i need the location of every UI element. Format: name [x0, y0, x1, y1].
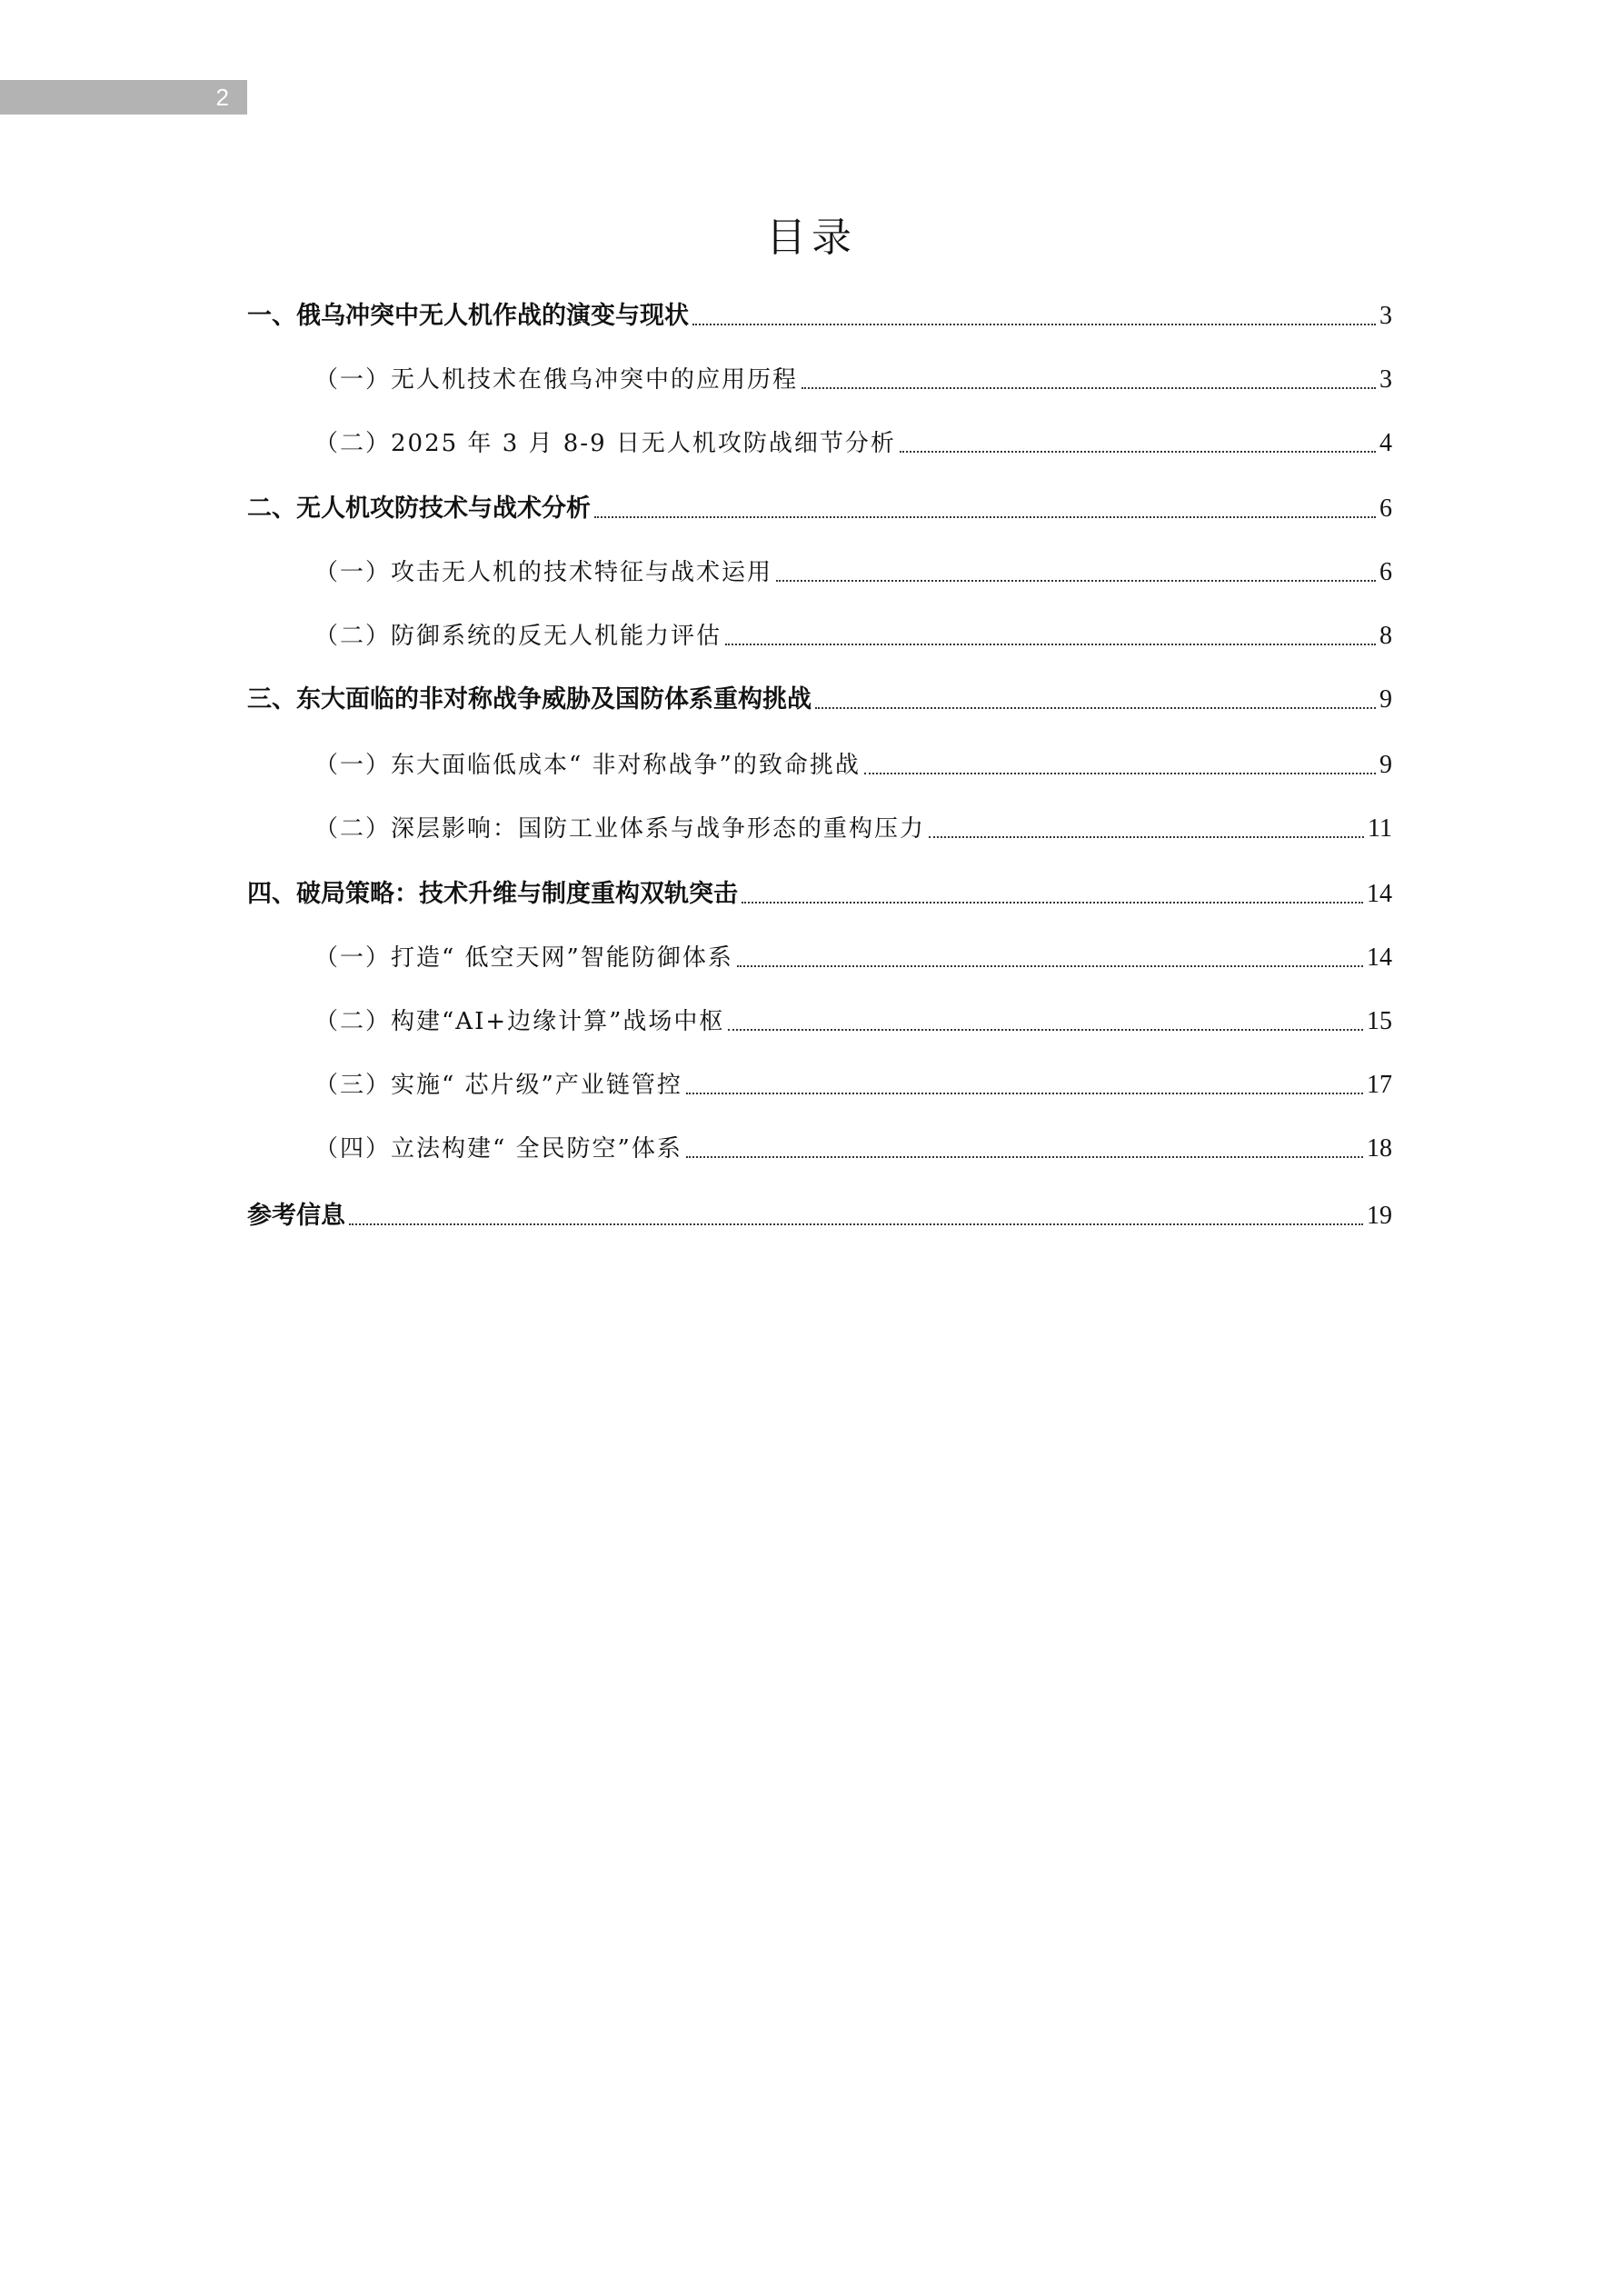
toc-entry-label: 二、无人机攻防技术与战术分析: [247, 494, 591, 523]
toc-leader-dots: [686, 1093, 1363, 1094]
toc-entry-page: 17: [1367, 1071, 1392, 1099]
toc-entry-label: 四、破局策略：技术升维与制度重构双轨突击: [247, 880, 738, 908]
toc-entry-label: 一、俄乌冲突中无人机作战的演变与现状: [247, 302, 689, 330]
toc-entry[interactable]: [247, 1125, 1392, 1167]
page-number: 2: [215, 84, 229, 111]
toc-entry-label: （三）实施“ 芯片级”产业链管控: [314, 1072, 682, 1099]
toc-entry-label: （二）深层影响：国防工业体系与战争形态的重构压力: [314, 815, 926, 843]
toc-leader-dots: [692, 324, 1376, 325]
toc-leader-dots: [929, 836, 1364, 838]
toc-entry-label: （二）2025 年 3 月 8-9 日无人机攻防战细节分析: [314, 430, 896, 457]
toc-entry-page: 11: [1368, 814, 1392, 843]
toc-entry-label: 三、东大面临的非对称战争威胁及国防体系重构挑战: [247, 685, 812, 714]
toc-entry-page: 9: [1379, 685, 1392, 714]
toc-entry[interactable]: [247, 549, 1392, 591]
toc-entry[interactable]: [247, 420, 1392, 462]
toc-leader-dots: [776, 580, 1376, 582]
toc-entry[interactable]: [247, 613, 1392, 654]
toc-leader-dots: [742, 902, 1363, 903]
toc-leader-dots: [728, 1029, 1363, 1031]
toc-title: 目录: [766, 215, 857, 261]
toc-entry-page: 14: [1367, 943, 1392, 972]
toc-entry-label: 参考信息: [247, 1202, 345, 1230]
toc-entry[interactable]: [247, 485, 1392, 527]
toc-entry-page: 8: [1379, 622, 1392, 650]
toc-entry-page: 9: [1379, 751, 1392, 779]
toc-leader-dots: [349, 1223, 1363, 1225]
toc-leader-dots: [864, 773, 1376, 774]
toc-entry[interactable]: [247, 871, 1392, 913]
toc-entry-page: 6: [1379, 494, 1392, 523]
toc-leader-dots: [725, 644, 1376, 645]
toc-entry[interactable]: [247, 742, 1392, 784]
toc-entry[interactable]: [247, 805, 1392, 847]
toc-entry-page: 3: [1379, 365, 1392, 394]
toc-entry-page: 14: [1367, 880, 1392, 908]
toc-entry-label: （一）打造“ 低空天网”智能防御体系: [314, 944, 733, 972]
toc-entry[interactable]: [247, 998, 1392, 1040]
toc-entry[interactable]: [247, 934, 1392, 976]
page-number-tab: [0, 80, 247, 115]
toc-leader-dots: [686, 1156, 1363, 1158]
toc-entry-label: （一）无人机技术在俄乌冲突中的应用历程: [314, 366, 799, 394]
toc-entry[interactable]: [247, 1193, 1392, 1234]
toc-leader-dots: [594, 516, 1376, 518]
toc-entry-label: （四）立法构建“ 全民防空”体系: [314, 1135, 682, 1163]
toc-entry-label: （一）攻击无人机的技术特征与战术运用: [314, 559, 773, 586]
toc-entry-label: （二）构建“AI+边缘计算”战场中枢: [314, 1008, 725, 1035]
toc-entry-label: （一）东大面临低成本“ 非对称战争”的致命挑战: [314, 752, 861, 779]
toc-entry[interactable]: [247, 676, 1392, 718]
toc-entry-page: 18: [1367, 1134, 1392, 1163]
toc-entry-page: 4: [1379, 429, 1392, 457]
toc-entry[interactable]: [247, 293, 1392, 334]
toc-entry[interactable]: [247, 1062, 1392, 1103]
toc-entry-page: 19: [1367, 1202, 1392, 1230]
toc-entry-page: 3: [1379, 302, 1392, 330]
toc-entry-page: 6: [1379, 558, 1392, 586]
toc-entry-page: 15: [1367, 1007, 1392, 1035]
toc-entry[interactable]: [247, 356, 1392, 398]
toc-leader-dots: [737, 965, 1363, 967]
toc-leader-dots: [802, 387, 1376, 389]
toc-entry-label: （二）防御系统的反无人机能力评估: [314, 623, 722, 650]
toc-leader-dots: [815, 707, 1376, 709]
toc-leader-dots: [900, 451, 1376, 453]
